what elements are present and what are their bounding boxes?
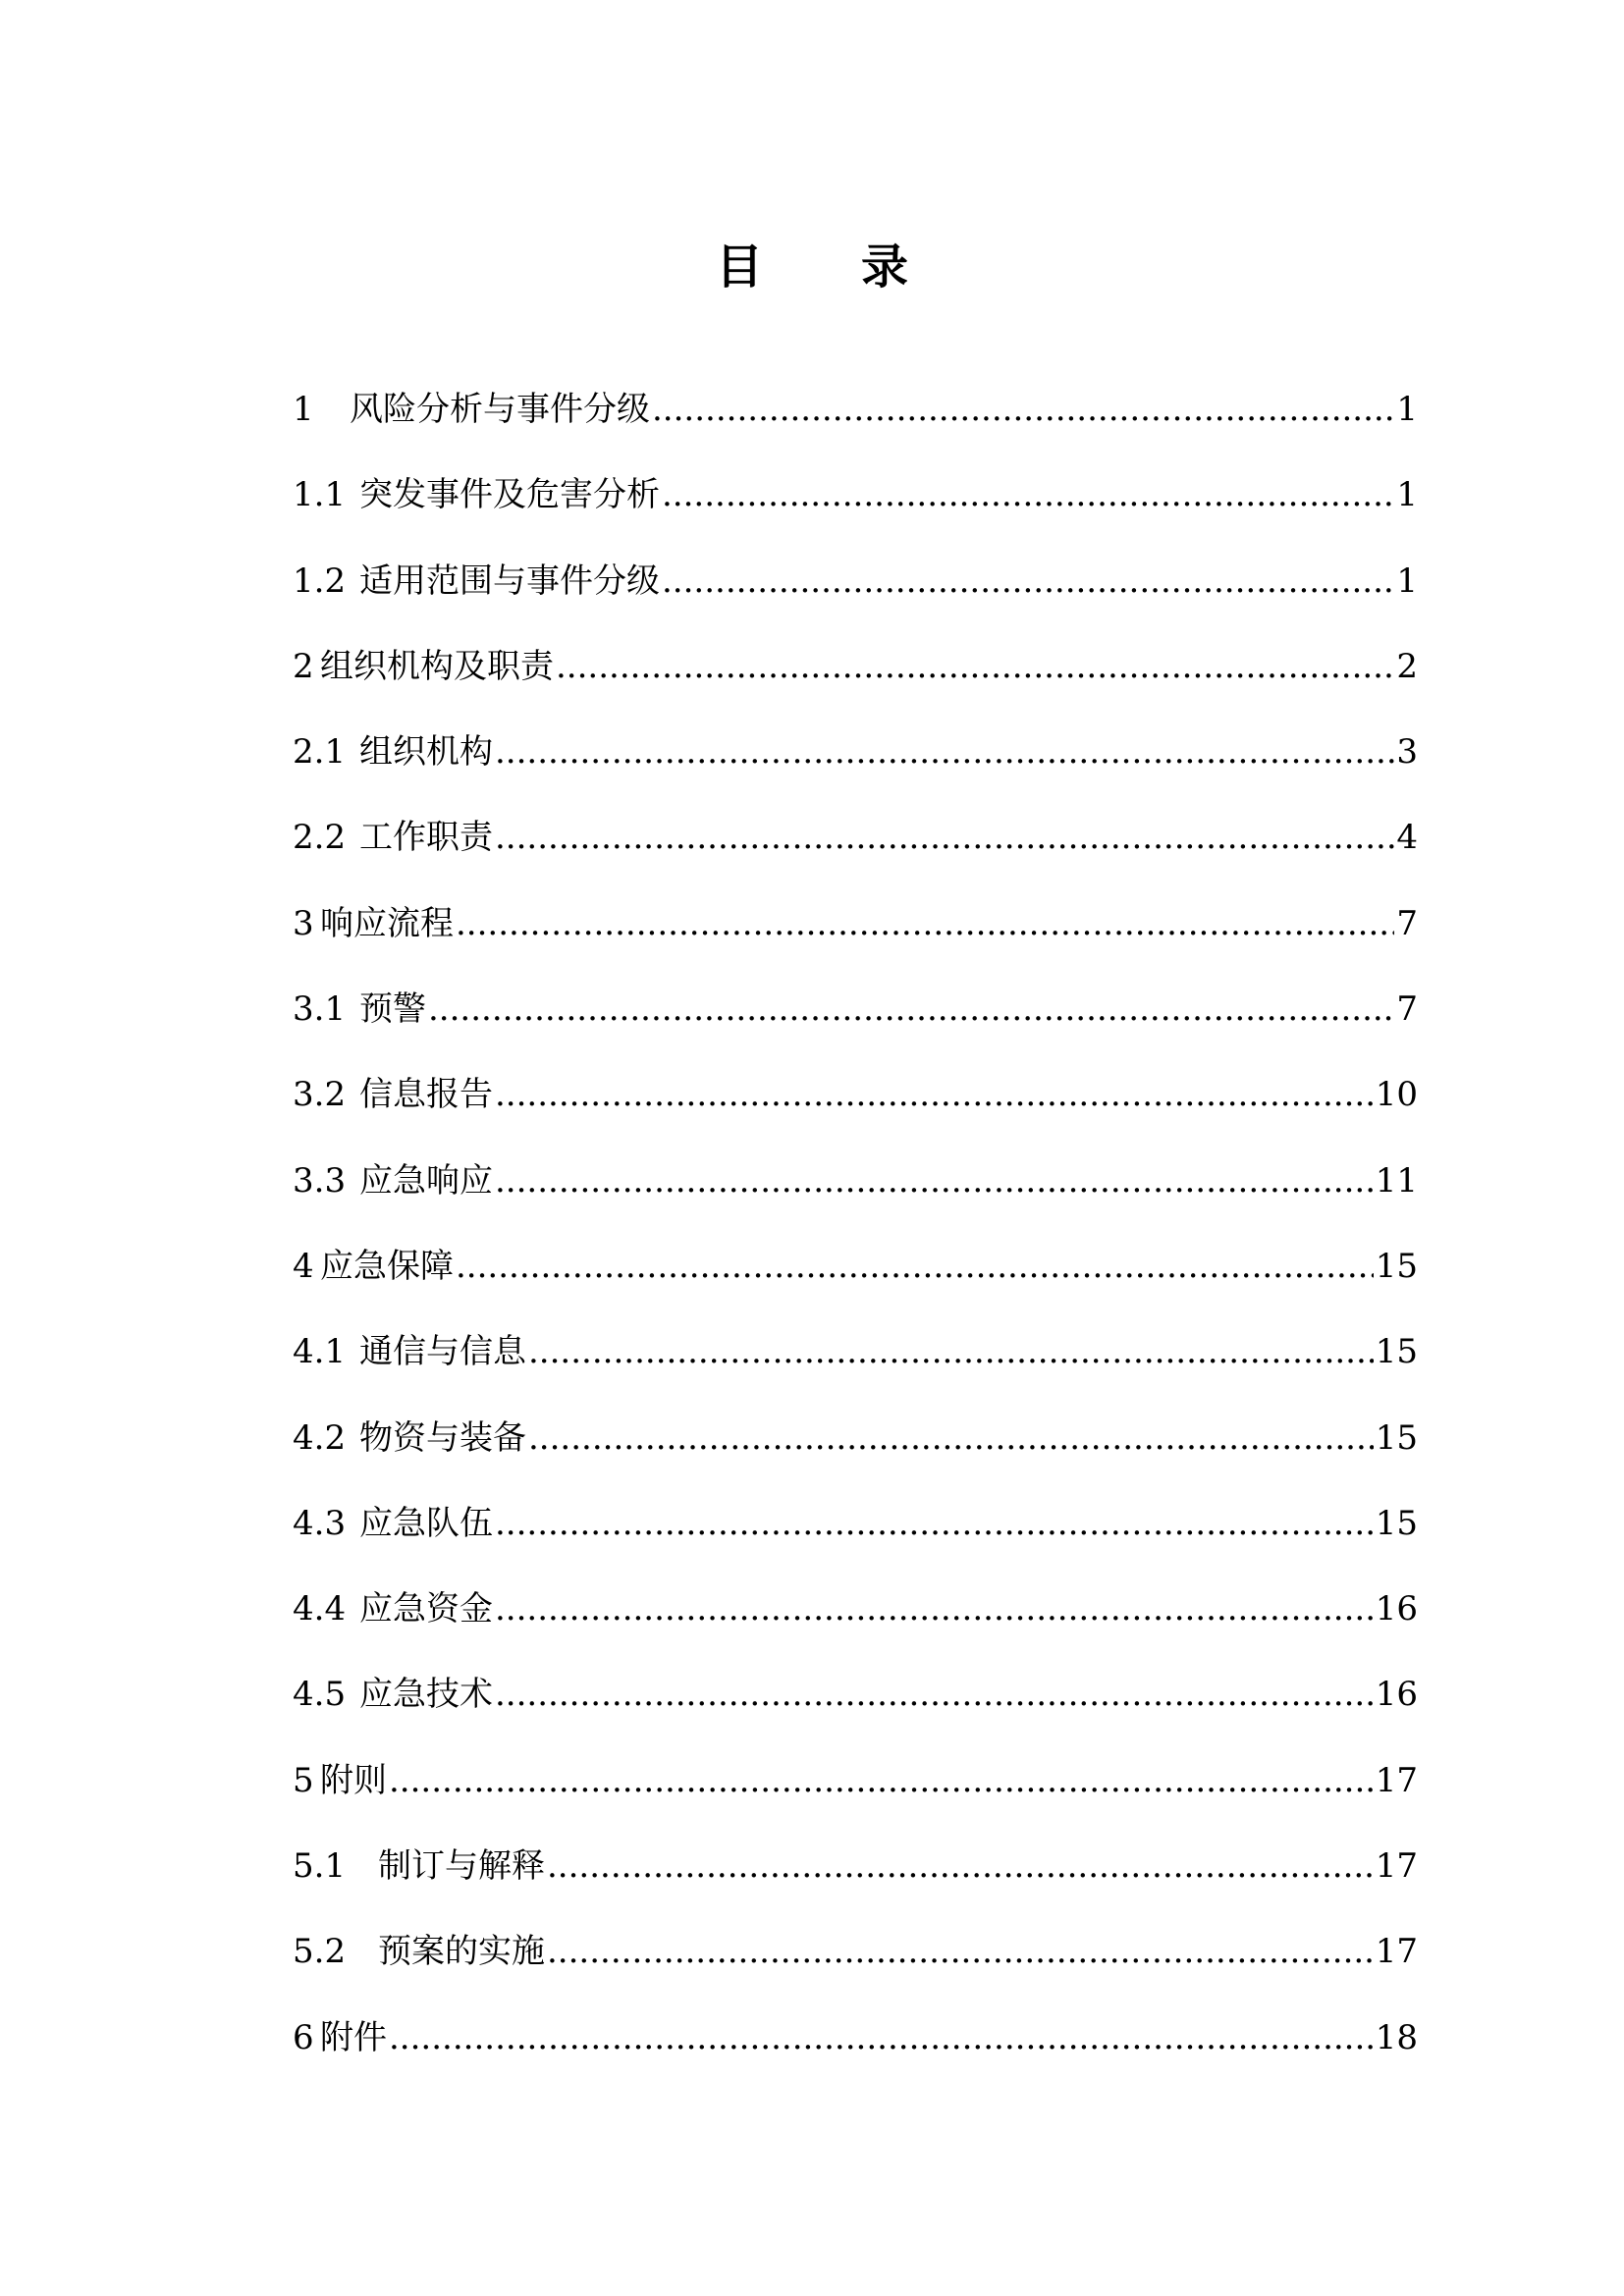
toc-entry-number: 1.1 (293, 475, 347, 515)
toc-entry-label: 应急保障 (320, 1246, 454, 1286)
page-title: 目录 (715, 240, 1006, 295)
toc-entry[interactable] (293, 981, 1418, 1066)
dot-leader (662, 553, 1394, 610)
toc-entry-label: 制订与解释 (378, 1846, 545, 1887)
toc-entry-page: 3 (1396, 732, 1418, 773)
toc-entry-number: 3.3 (293, 1160, 347, 1201)
dot-leader (547, 1838, 1374, 1895)
toc-entry-page: 17 (1375, 1932, 1418, 1972)
toc-entry-page: 15 (1375, 1246, 1418, 1286)
toc-entry-label: 物资与装备 (359, 1417, 526, 1458)
toc-entry-label: 通信与信息 (359, 1332, 526, 1372)
toc-entry-page: 17 (1375, 1846, 1418, 1887)
toc-entry-label: 附件 (320, 2017, 387, 2057)
toc-entry-page: 1 (1396, 475, 1418, 515)
toc-entry-label: 应急技术 (359, 1675, 493, 1715)
toc-entry[interactable] (293, 1666, 1418, 1751)
toc-entry-page: 15 (1375, 1417, 1418, 1458)
dot-leader (495, 1495, 1374, 1552)
toc-entry[interactable] (293, 2009, 1418, 2095)
toc-entry-label: 附则 (320, 1760, 387, 1800)
toc-entry-page: 15 (1375, 1332, 1418, 1372)
toc-entry-number: 2 (293, 646, 314, 686)
dot-leader (547, 1923, 1374, 1980)
toc-entry-page: 1 (1396, 561, 1418, 601)
toc-entry[interactable] (293, 895, 1418, 981)
toc-entry-number: 2.1 (293, 732, 347, 773)
dot-leader (428, 981, 1394, 1038)
toc-entry[interactable] (293, 1152, 1418, 1238)
toc-entry-number: 1 (293, 390, 314, 429)
toc-entry-label: 响应流程 (320, 903, 454, 943)
toc-entry[interactable] (293, 1752, 1418, 1838)
toc-entry-page: 7 (1396, 903, 1418, 943)
dot-leader (652, 381, 1394, 438)
toc-entry-page: 2 (1396, 646, 1418, 686)
toc-entry-label: 突发事件及危害分析 (359, 475, 660, 515)
toc-entry-label: 适用范围与事件分级 (359, 561, 660, 601)
dot-leader (456, 1238, 1374, 1295)
toc-entry-label: 预警 (359, 989, 426, 1030)
toc-entry[interactable] (293, 1410, 1418, 1495)
toc-entry-page: 7 (1396, 989, 1418, 1030)
toc-entry[interactable] (293, 1580, 1418, 1666)
dot-leader (495, 723, 1394, 780)
toc-entry[interactable] (293, 1495, 1418, 1580)
toc-entry-label: 应急队伍 (359, 1503, 493, 1543)
toc-entry-page: 16 (1375, 1589, 1418, 1629)
dot-leader (662, 466, 1394, 523)
toc-entry[interactable] (293, 1838, 1418, 1923)
toc-entry-number: 2.2 (293, 818, 347, 858)
toc-entry-number: 6 (293, 2017, 314, 2057)
toc-entry[interactable] (293, 381, 1418, 466)
toc-entry-page: 18 (1375, 2017, 1418, 2057)
toc-entry-label: 应急响应 (359, 1160, 493, 1201)
toc-entry[interactable] (293, 638, 1418, 723)
table-of-contents (293, 381, 1418, 2095)
toc-entry-number: 4.2 (293, 1417, 347, 1458)
dot-leader (556, 638, 1394, 695)
dot-leader (389, 2009, 1374, 2066)
toc-entry-number: 5 (293, 1760, 314, 1800)
toc-entry-page: 17 (1375, 1760, 1418, 1800)
toc-entry-label: 预案的实施 (378, 1932, 545, 1972)
toc-entry-page: 16 (1375, 1675, 1418, 1715)
toc-entry-number: 3 (293, 903, 314, 943)
dot-leader (456, 895, 1394, 952)
toc-entry-number: 1.2 (293, 561, 347, 601)
dot-leader (495, 1066, 1374, 1123)
toc-entry[interactable] (293, 466, 1418, 552)
toc-entry-label: 风险分析与事件分级 (350, 390, 650, 429)
toc-entry-number: 5.1 (293, 1846, 347, 1887)
toc-entry[interactable] (293, 809, 1418, 894)
toc-entry-page: 1 (1396, 390, 1418, 429)
toc-entry-page: 11 (1375, 1160, 1418, 1201)
toc-entry-page: 10 (1375, 1075, 1418, 1115)
toc-entry[interactable] (293, 1323, 1418, 1409)
dot-leader (495, 1152, 1374, 1209)
toc-entry[interactable] (293, 1066, 1418, 1151)
toc-entry-page: 4 (1396, 818, 1418, 858)
toc-entry-number: 4.4 (293, 1589, 347, 1629)
dot-leader (495, 809, 1394, 866)
toc-entry-number: 4 (293, 1246, 314, 1286)
toc-entry-number: 4.1 (293, 1332, 347, 1372)
toc-entry-label: 工作职责 (359, 818, 493, 858)
toc-entry-number: 3.1 (293, 989, 347, 1030)
dot-leader (389, 1752, 1374, 1809)
toc-entry[interactable] (293, 553, 1418, 638)
toc-entry-label: 组织机构及职责 (320, 646, 554, 686)
toc-entry-label: 信息报告 (359, 1075, 493, 1115)
toc-entry[interactable] (293, 723, 1418, 809)
dot-leader (528, 1410, 1374, 1467)
toc-entry-number: 5.2 (293, 1932, 347, 1972)
toc-entry-number: 4.3 (293, 1503, 347, 1543)
toc-entry[interactable] (293, 1238, 1418, 1323)
toc-entry-label: 应急资金 (359, 1589, 493, 1629)
toc-entry-page: 15 (1375, 1503, 1418, 1543)
dot-leader (528, 1323, 1374, 1380)
toc-entry[interactable] (293, 1923, 1418, 2008)
toc-entry-number: 4.5 (293, 1675, 347, 1715)
toc-entry-number: 3.2 (293, 1075, 347, 1115)
dot-leader (495, 1666, 1374, 1723)
dot-leader (495, 1580, 1374, 1637)
toc-entry-label: 组织机构 (359, 732, 493, 773)
